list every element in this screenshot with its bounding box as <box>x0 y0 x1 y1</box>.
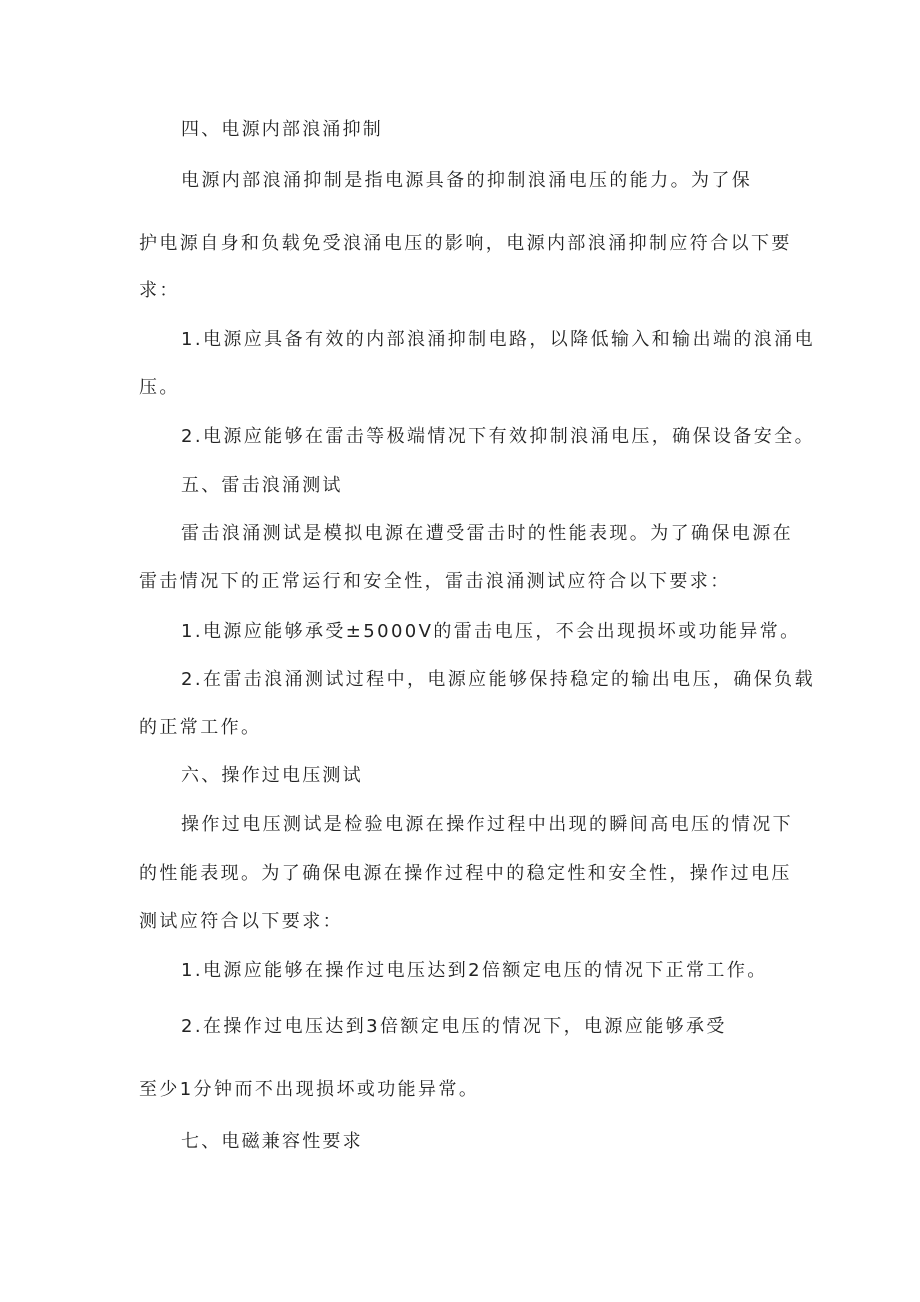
paragraph-line: 测试应符合以下要求： <box>139 911 343 932</box>
list-item-line: 1.电源应能够承受±5000V的雷击电压，不会出现损坏或功能异常。 <box>181 621 801 642</box>
paragraph-line: 雷击浪涌测试是模拟电源在遭受雷击时的性能表现。为了确保电源在 <box>181 523 793 544</box>
paragraph-line: 电源内部浪涌抑制是指电源具备的抑制浪涌电压的能力。为了保 <box>181 170 753 191</box>
list-item-line: 1.电源应具备有效的内部浪涌抑制电路，以降低输入和输出端的浪涌电 <box>181 329 815 350</box>
list-item-line: 2.在雷击浪涌测试过程中，电源应能够保持稳定的输出电压，确保负载 <box>181 669 815 690</box>
section-heading-7: 七、电磁兼容性要求 <box>181 1131 363 1152</box>
list-item-line: 2.在操作过电压达到3倍额定电压的情况下，电源应能够承受 <box>181 1016 727 1037</box>
list-item-line: 1.电源应能够在操作过电压达到2倍额定电压的情况下正常工作。 <box>181 960 768 981</box>
list-item-line: 压。 <box>139 377 180 398</box>
paragraph-line: 护电源自身和负载免受浪涌电压的影响，电源内部浪涌抑制应符合以下要 <box>139 233 792 254</box>
paragraph-line: 操作过电压测试是检验电源在操作过程中出现的瞬间高电压的情况下 <box>181 814 793 835</box>
list-item-line: 的正常工作。 <box>139 717 262 738</box>
section-heading-5: 五、雷击浪涌测试 <box>181 475 343 496</box>
section-heading-4: 四、电源内部浪涌抑制 <box>181 119 383 140</box>
paragraph-line: 的性能表现。为了确保电源在操作过程中的稳定性和安全性，操作过电压 <box>139 863 792 884</box>
list-item-line: 2.电源应能够在雷击等极端情况下有效抑制浪涌电压，确保设备安全。 <box>181 426 815 447</box>
list-item-line: 至少1分钟而不出现损坏或功能异常。 <box>139 1079 480 1100</box>
paragraph-line: 求： <box>139 280 180 301</box>
paragraph-line: 雷击情况下的正常运行和安全性，雷击浪涌测试应符合以下要求： <box>139 571 731 592</box>
section-heading-6: 六、操作过电压测试 <box>181 765 363 786</box>
